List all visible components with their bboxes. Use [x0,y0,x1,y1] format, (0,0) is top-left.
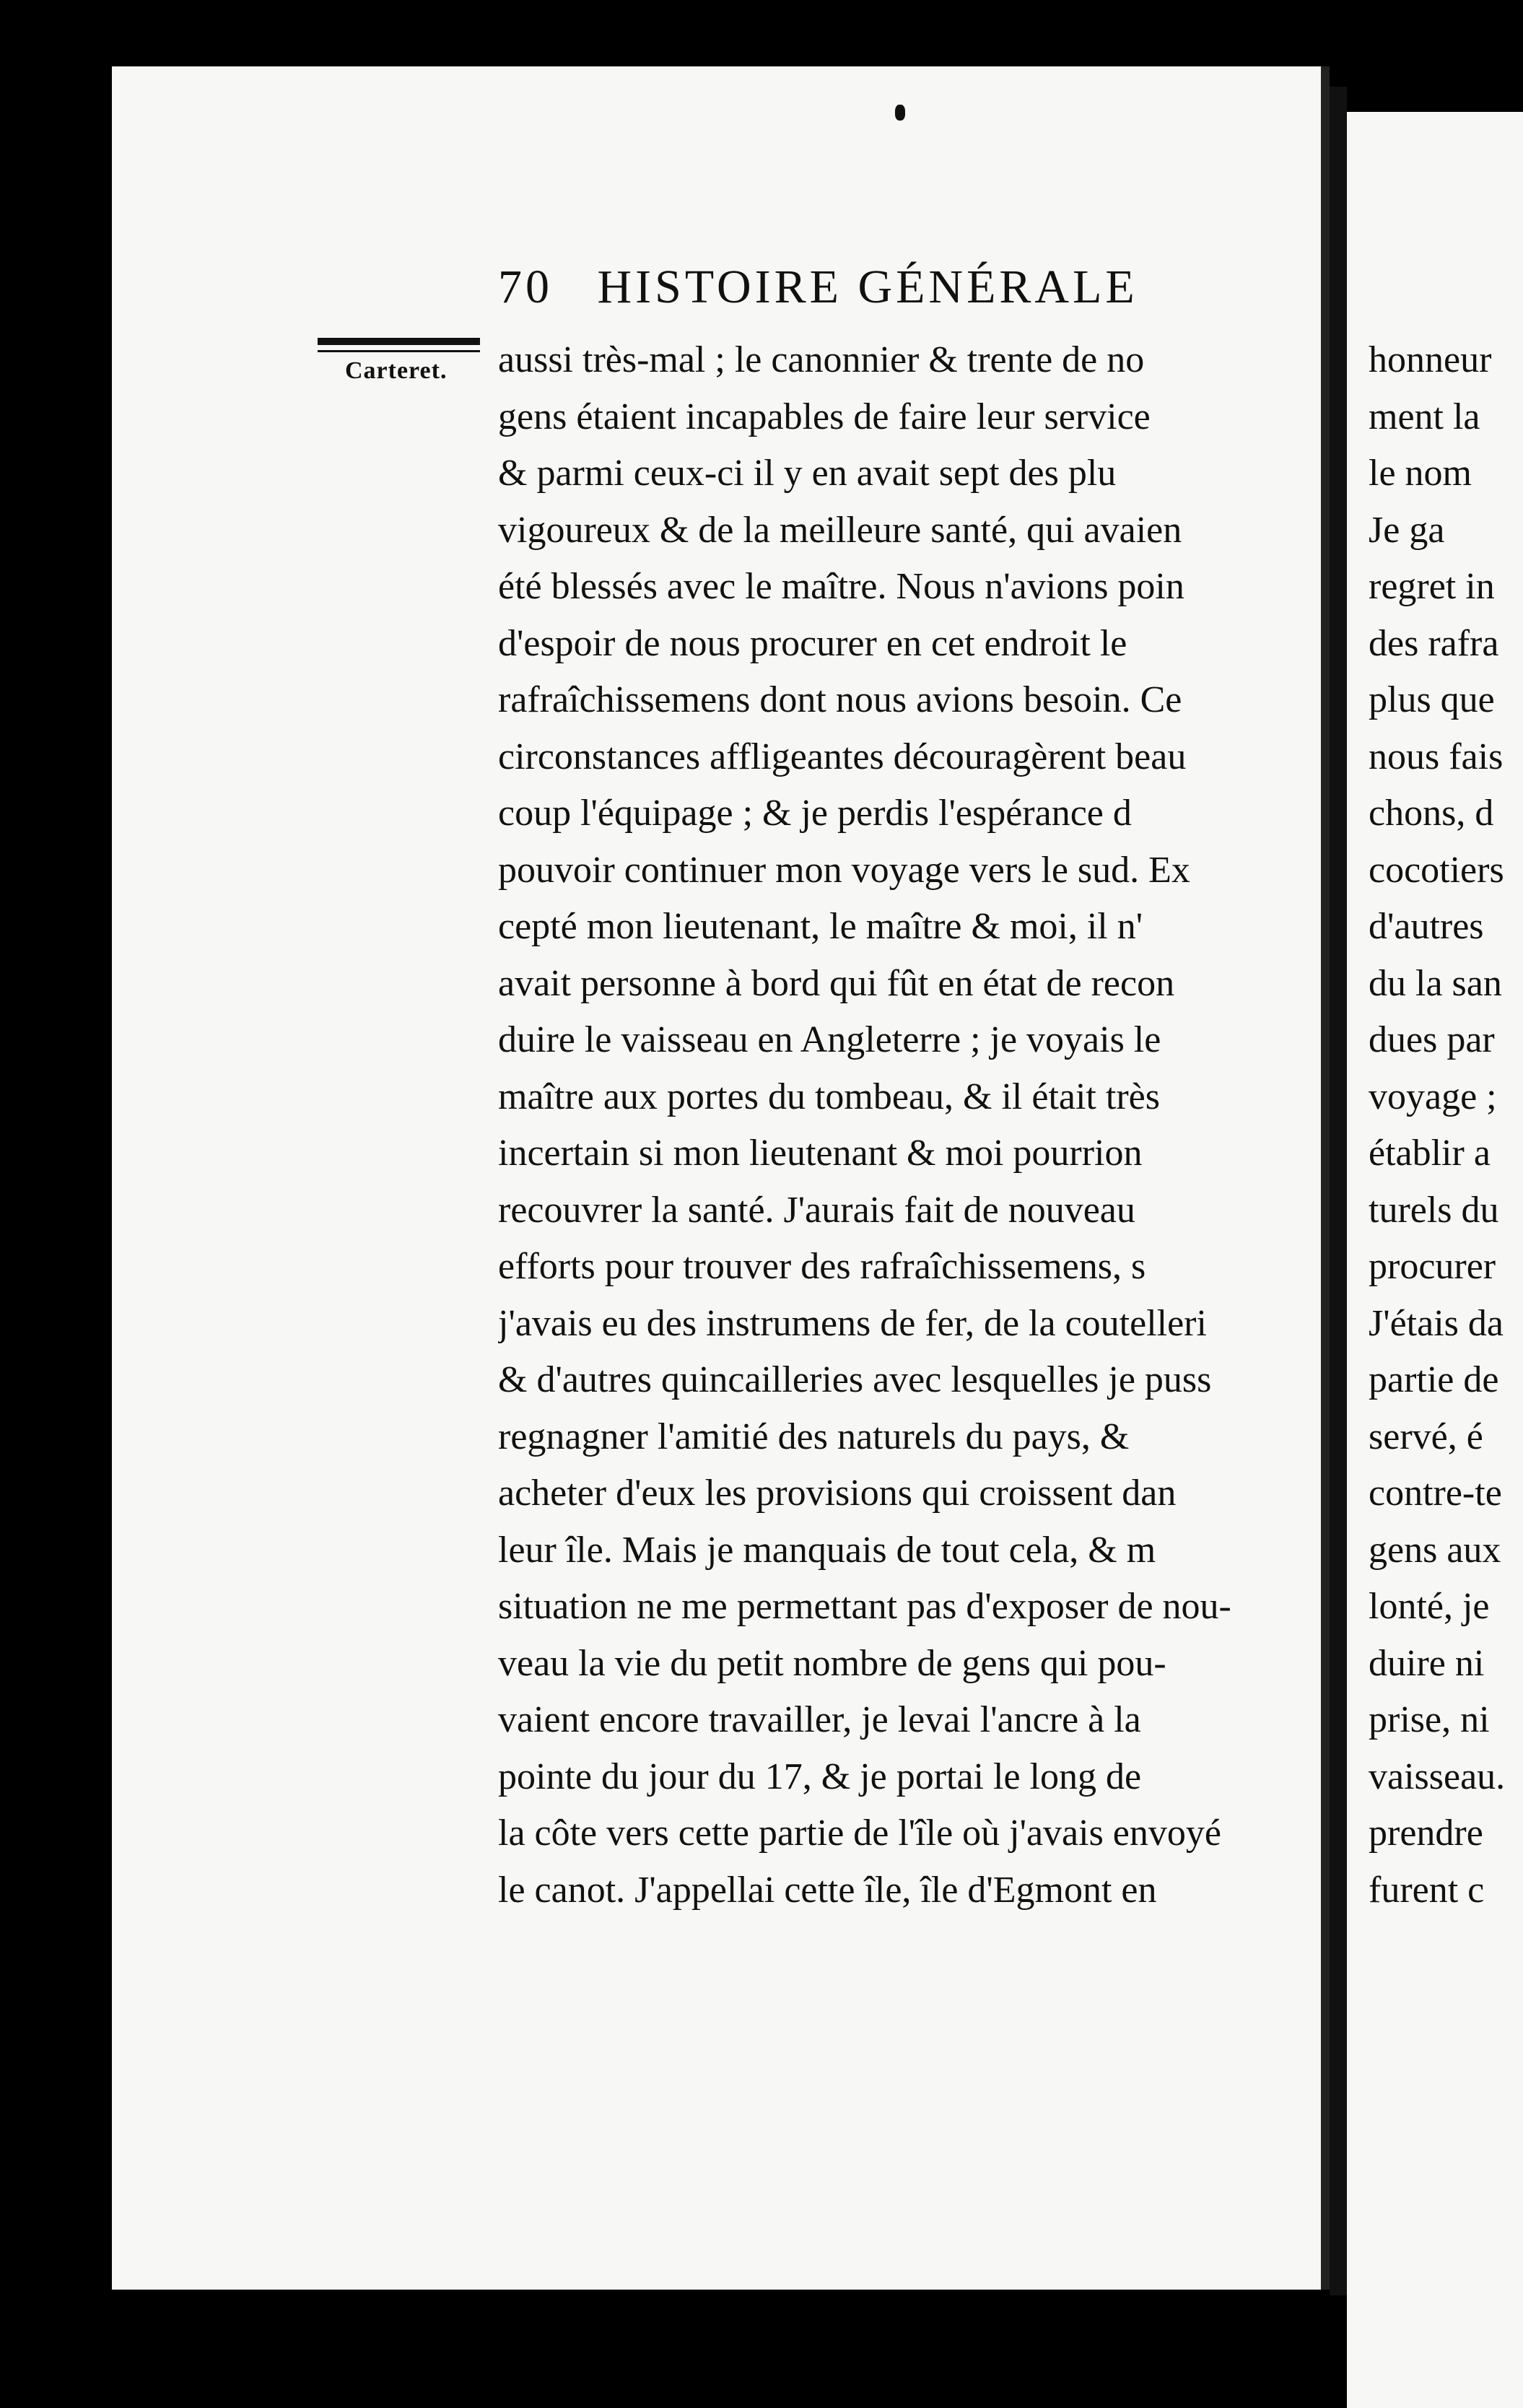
text-line: prendre [1369,1812,1483,1854]
text-line: prise, ni [1369,1699,1490,1740]
text-line: regnagner l'amitié des naturels du pays, & [498,1415,1130,1457]
text-line: cepté mon lieutenant, le maître & moi, il n' [498,906,1143,947]
text-line: j'avais eu des instrumens de fer, de la coutelleri [498,1302,1207,1344]
page-number: 70 [498,261,553,313]
text-line: leur île. Mais je manquais de tout cela, & m [498,1529,1156,1571]
text-line: vigoureux & de la meilleure santé, qui avaien [498,509,1182,551]
text-line: plus que [1369,679,1495,720]
right-page-text [1369,332,1523,1919]
text-line: ment la [1369,396,1480,437]
text-line: chons, d [1369,793,1494,834]
margin-rule [318,338,480,345]
text-line: duire le vaisseau en Angleterre ; je voyais le [498,1019,1161,1060]
text-line: servé, é [1369,1415,1483,1457]
text-line: avait personne à bord qui fût en état de recon [498,962,1175,1004]
text-line: & d'autres quincailleries avec lesquelles je puss [498,1359,1212,1400]
text-line: J'étais da [1369,1302,1504,1344]
text-line: rafraîchissemens dont nous avions besoin. Ce [498,679,1182,720]
text-line: pointe du jour du 17, & je portai le long de [498,1755,1142,1797]
text-line: duire ni [1369,1642,1485,1684]
text-line: le nom [1369,453,1472,494]
text-line: aussi très-mal ; le canonnier & trente de no [498,339,1145,380]
text-line: vaisseau. [1369,1755,1506,1797]
printer-ornament [895,105,905,121]
text-line: du la san [1369,962,1502,1004]
text-line: la côte vers cette partie de l'île où j'avais envoyé [498,1812,1221,1854]
running-head [498,260,1138,315]
text-line: lonté, je [1369,1586,1490,1627]
text-line: & parmi ceux-ci il y en avait sept des plu [498,453,1117,494]
running-head-title: HISTOIRE GÉNÉRALE [597,261,1138,313]
text-line: contre-te [1369,1473,1502,1514]
text-line: des rafra [1369,622,1499,664]
text-line: gens étaient incapables de faire leur service [498,396,1151,437]
right-page [1347,112,1523,2408]
book-gutter [1330,87,1347,2295]
text-line: voyage ; [1369,1076,1497,1117]
text-line: pouvoir continuer mon voyage vers le sud. Ex [498,849,1190,891]
text-line: dues par [1369,1019,1495,1060]
text-line: incertain si mon lieutenant & moi pourrion [498,1133,1143,1174]
text-line: procurer [1369,1246,1496,1287]
text-line: nous fais [1369,736,1504,777]
text-line: honneur [1369,339,1492,380]
text-line: le canot. J'appellai cette île, île d'Egmont en [498,1869,1157,1911]
text-line: acheter d'eux les provisions qui croissent dan [498,1473,1177,1514]
text-line: regret in [1369,566,1495,607]
text-line: gens aux [1369,1529,1501,1571]
left-page-text [498,332,1317,1919]
text-line: recouvrer la santé. J'aurais fait de nouveau [498,1189,1135,1231]
text-line: efforts pour trouver des rafraîchissemens, s [498,1246,1146,1287]
text-line: veau la vie du petit nombre de gens qui pou- [498,1642,1166,1684]
text-line: Je ga [1369,509,1445,551]
text-line: coup l'équipage ; & je perdis l'espérance d [498,793,1132,834]
text-line: d'espoir de nous procurer en cet endroit le [498,622,1127,664]
text-line: cocotiers [1369,849,1504,891]
text-line: partie de [1369,1359,1499,1400]
text-line: circonstances affligeantes découragèrent beau [498,736,1187,777]
text-line: été blessés avec le maître. Nous n'avions poin [498,566,1184,607]
text-line: vaient encore travailler, je levai l'ancre à la [498,1699,1141,1740]
margin-note: Carteret. [345,357,448,384]
text-line: turels du [1369,1189,1499,1231]
margin-rule-thin [318,350,480,352]
text-line: maître aux portes du tombeau, & il était très [498,1076,1160,1117]
text-line: d'autres [1369,906,1484,947]
text-line: situation ne me permettant pas d'exposer de nou- [498,1586,1231,1627]
text-line: établir a [1369,1133,1491,1174]
text-line: furent c [1369,1869,1485,1911]
